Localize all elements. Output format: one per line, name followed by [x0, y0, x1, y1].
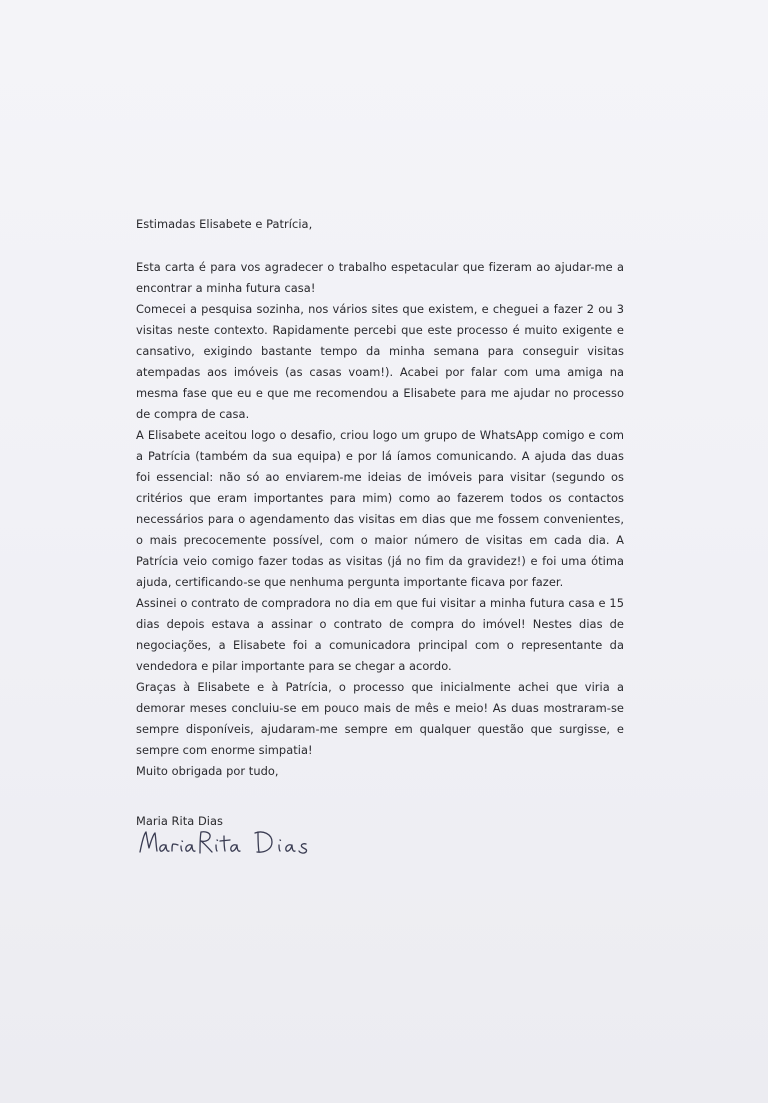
salutation: Estimadas Elisabete e Patrícia,: [136, 217, 313, 231]
paragraph-search: Comecei a pesquisa sozinha, nos vários sites que existem, e cheguei a fazer 2 ou 3 visitas neste contexto. Rapidamente percebi que este processo é muito exigente e cansativo, exigindo bastante tempo da minha semana para conseguir visitas atempadas aos imóveis (as casas voam!). Acabei por falar com uma amiga na mesma fase que eu e que me recomendou a Elisabete para me ajudar no processo de compra de casa.: [136, 302, 624, 421]
paragraph-contract: Assinei o contrato de compradora no dia em que fui visitar a minha futura casa e 15 dias depois estava a assinar o contrato de compra do imóvel! Nestes dias de negociações, a Elisabete foi a comunicadora principal com o representante da vendedora e pilar importante para se chegar a acordo.: [136, 596, 624, 673]
paragraph-help: A Elisabete aceitou logo o desafio, criou logo um grupo de WhatsApp comigo e com a Patrícia (também da sua equipa) e por lá íamos comunicando. A ajuda das duas foi essencial: não só ao enviarem-me ideias de imóveis para visitar (segundo os critérios que eram importantes para mim) como ao fazerem todos os contactos necessários para o agendamento das visitas em dias que me fossem convenientes, o mais precocemente possível, com o maior número de visitas em cada dia. A Patrícia veio comigo fazer todas as visitas (já no fim da gravidez!) e foi uma ótima ajuda, certificando-se que nenhuma pergunta importante ficava por fazer.: [136, 428, 624, 589]
signer-name: Maria Rita Dias: [136, 814, 224, 828]
paragraph-conclusion: Graças à Elisabete e à Patrícia, o processo que inicialmente achei que viria a demorar meses concluiu-se em pouco mais de mês e meio! As duas mostraram-se sempre disponíveis, ajudaram-me sempre em qualquer questão que surgisse, e sempre com enorme simpatia!: [136, 680, 624, 757]
letter-body: [136, 214, 624, 832]
handwritten-signature: [138, 826, 328, 860]
closing-line: Muito obrigada por tudo,: [136, 764, 279, 778]
paragraph-thanks: Esta carta é para vos agradecer o trabalho espetacular que fizeram ao ajudar-me a encontrar a minha futura casa!: [136, 260, 624, 295]
